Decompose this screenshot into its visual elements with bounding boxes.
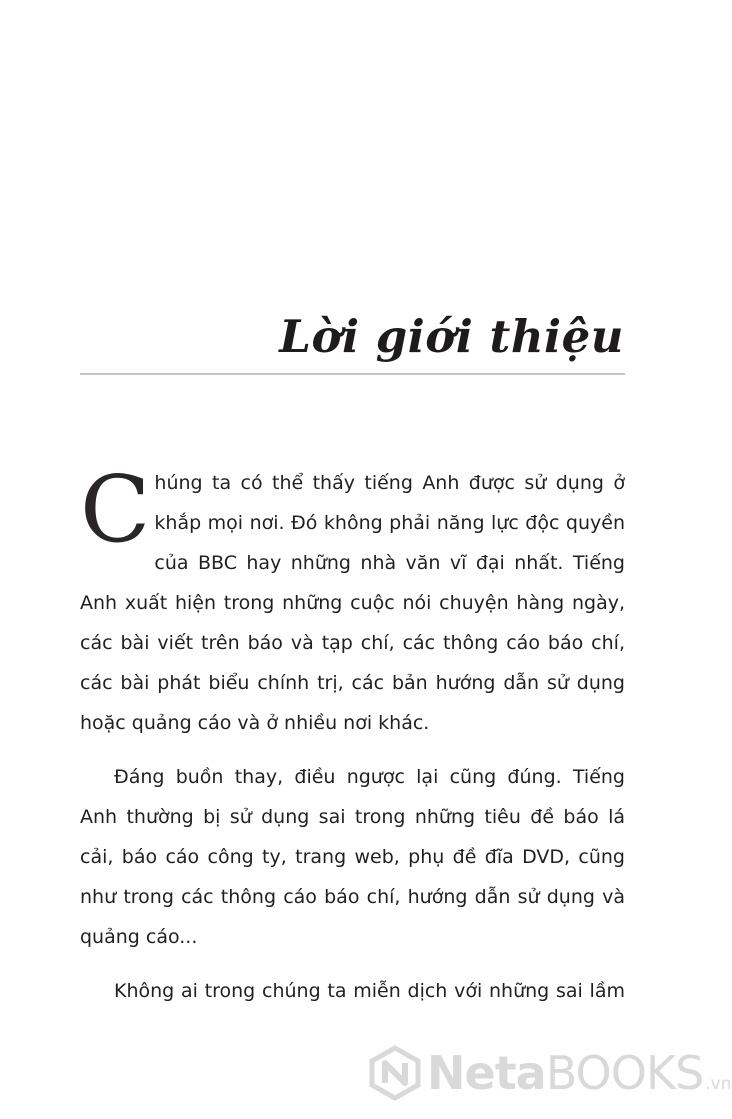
paragraph-second: Đáng buồn thay, điều ngược lại cũng đúng. Tiếng Anh thường bị sử dụng sai trong những tiêu đề báo lá cải, báo cáo công ty, trang web, phụ đề đĩa DVD, cũng như trong các thông cáo báo chí, hướng dẫn sử dụng và quảng cáo... [80,766,625,948]
netabooks-watermark [367,1045,732,1101]
netabooks-logo-icon [367,1045,423,1101]
watermark-brand: NetaBOOKS .vn [427,1046,732,1100]
paragraph-intro [80,456,625,743]
drop-cap: C [80,456,151,563]
title-divider [80,373,625,375]
page-title: Lời giới thiệu [279,310,624,364]
body-text [80,456,625,1011]
paragraph-third: Không ai trong chúng ta miễn dịch với những sai lầm [114,980,625,1002]
paragraph-intro-text: húng ta có thể thấy tiếng Anh được sử dụng ở khắp mọi nơi. Đó không phải năng lực độc quyền của BBC hay những nhà văn vĩ đại nhất. Tiếng Anh xuất hiện trong những cuộc nói chuyện hàng ngày, các bài viết trên báo và tạp chí, các thông cáo báo chí, các bài phát biểu chính trị, các bản hướng dẫn sử dụng hoặc quảng cáo và ở nhiều nơi khác. [80,472,625,734]
